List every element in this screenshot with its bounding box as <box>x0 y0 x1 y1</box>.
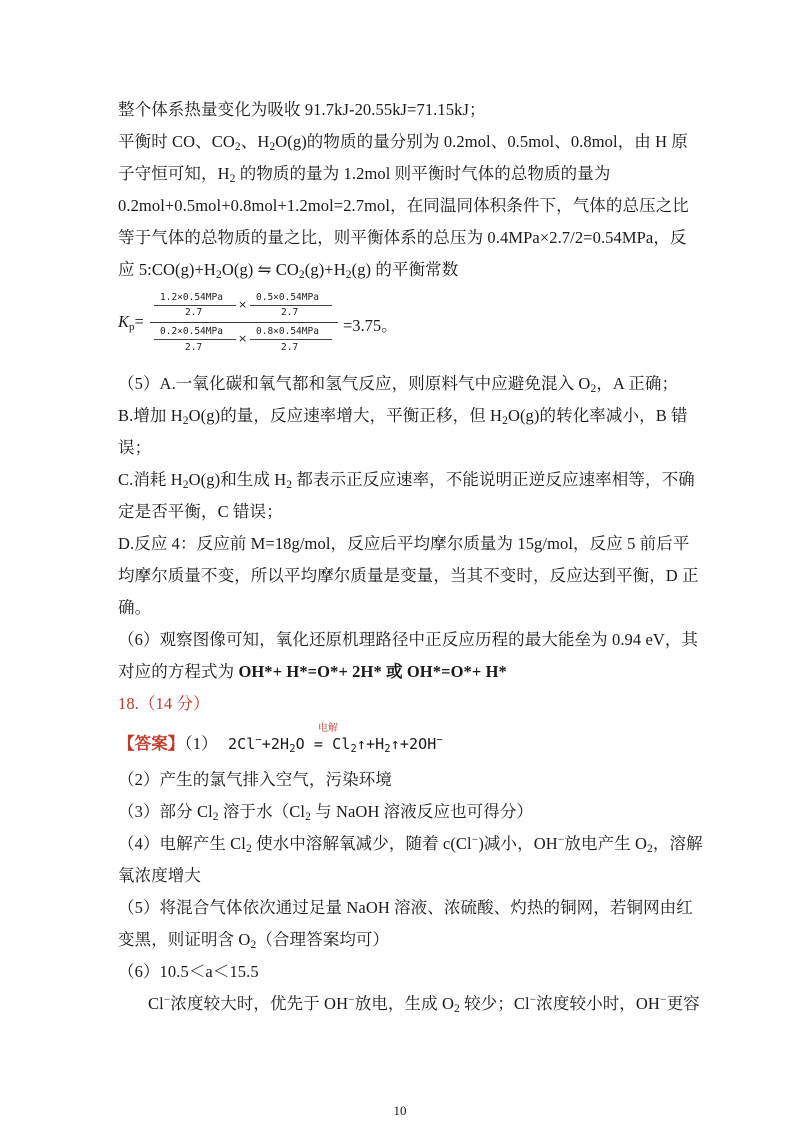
text-line: （5）A.一氧化碳和氧气都和氢气反应，则原料气中应避免混入 $O_2$，A 正确； <box>118 374 679 395</box>
kp-result: =3.75。 <box>343 316 398 335</box>
text-line: （2）产生的氯气排入空气，污染环境 <box>118 770 392 789</box>
kp-num1-top: 1.2×0.54MPa <box>160 292 223 303</box>
kp-den1-bar <box>154 339 236 340</box>
kp-times: × <box>238 298 248 311</box>
kp-den2-bot: 2.7 <box>281 342 299 353</box>
text-line: （5）将混合气体依次通过足量 NaOH 溶液、浓硫酸、灼热的铜网，若铜网由红 <box>118 898 693 917</box>
page-number: 10 <box>393 1103 407 1118</box>
electrolysis-label: 电解 <box>318 723 338 734</box>
text-line: 0.2mol+0.5mol+0.8mol+1.2mol=2.7mol，在同温同体积条件下，气体的总压之比 <box>118 196 689 215</box>
kp-times: × <box>238 332 248 345</box>
text-line: 均摩尔质量不变，所以平均摩尔质量是变量，当其不变时，反应达到平衡，D 正 <box>118 566 699 585</box>
kp-den2-top: 0.8×0.54MPa <box>256 326 319 337</box>
kp-num2-bar <box>250 305 332 306</box>
kp-den2-bar <box>250 339 332 340</box>
text-line: （3）部分 $Cl_2$ 溶于水（$Cl_2$ 与 NaOH 溶液反应也可得分） <box>118 802 534 823</box>
text-line: D.反应 4：反应前 M=18g/mol，反应后平均摩尔质量为 15g/mol，反应 5 前后平 <box>118 534 690 553</box>
text-line: Cl−浓度较大时，优先于 OH−放电，生成 $O_2$ 较少；Cl−浓度较小时，OH−更容 <box>148 994 700 1015</box>
text-line: 变黑，则证明含 $O_2$（合理答案均可） <box>118 930 390 951</box>
text-line: 对应的方程式为 OH*+ H*=O*+ 2H* 或 OH*=O*+ H* <box>118 662 507 681</box>
kp-num2-top: 0.5×0.54MPa <box>256 292 319 303</box>
kp-den1-top: 0.2×0.54MPa <box>160 326 223 337</box>
text-line: 定是否平衡，C 错误； <box>118 502 283 521</box>
text-line: 应 $5:CO(g)+H_2O(g)$ ⇋ $CO_2(g)+H_2(g)$ 的平衡常数 <box>118 260 459 281</box>
kp-label: $K_p=$ <box>118 312 144 333</box>
text-line: 整个体系热量变化为吸收 91.7kJ-20.55kJ=71.15kJ； <box>118 100 486 119</box>
electrolysis-equation: $2Cl^-+2H_2O$ = $Cl_2↑+H_2↑+2OH^-$ <box>227 734 443 755</box>
text-line: 误； <box>118 438 152 457</box>
text-line: 子守恒可知，$H_2$ 的物质的量为 1.2mol 则平衡时气体的总物质的量为 <box>118 164 611 185</box>
text-line: 氧浓度增大 <box>118 866 201 885</box>
kp-num1-bot: 2.7 <box>185 307 203 318</box>
answer-line-1: 【答案】（1） $2Cl^-+2H_2O$ = $Cl_2↑+H_2↑+2OH^-$ <box>118 734 443 755</box>
text-line: （4）电解产生 $Cl_2$ 使水中溶解氧减少，随着 c(Cl−)减小，OH−放电产生 $O_2$，溶解 <box>118 834 703 855</box>
kp-num2-bot: 2.7 <box>281 307 299 318</box>
text-line: B.增加 $H_2O(g)$的量，反应速率增大，平衡正移，但 $H_2O(g)$的转化率减小，B 错 <box>118 406 688 427</box>
text-line: （6）观察图像可知，氧化还原机理路径中正反应历程的最大能垒为 0.94 eV，其 <box>118 630 699 649</box>
kp-num1-bar <box>154 305 236 306</box>
text-line: 确。 <box>118 598 152 617</box>
text-line: C.消耗 $H_2O(g)$和生成 $H_2$ 都表示正反应速率，不能说明正逆反应速率相等，不确 <box>118 470 695 491</box>
answer-equation: OH*+ H*=O*+ 2H* 或 OH*=O*+ H* <box>238 662 507 681</box>
question-heading: 18.（14 分） <box>118 694 210 713</box>
answer-tag: 【答案】 <box>118 734 185 753</box>
text-line: （6）10.5＜a＜15.5 <box>118 962 259 981</box>
kp-main-bar <box>150 322 338 323</box>
kp-den1-bot: 2.7 <box>185 342 203 353</box>
text-line: 等于气体的总物质的量之比，则平衡体系的总压为 0.4MPa×2.7/2=0.54MPa，反 <box>118 228 687 247</box>
text-line: 平衡时 CO、$CO_2$、$H_2O(g)$的物质的量分别为 0.2mol、0.5mol、0.8mol，由 H 原 <box>118 132 688 153</box>
